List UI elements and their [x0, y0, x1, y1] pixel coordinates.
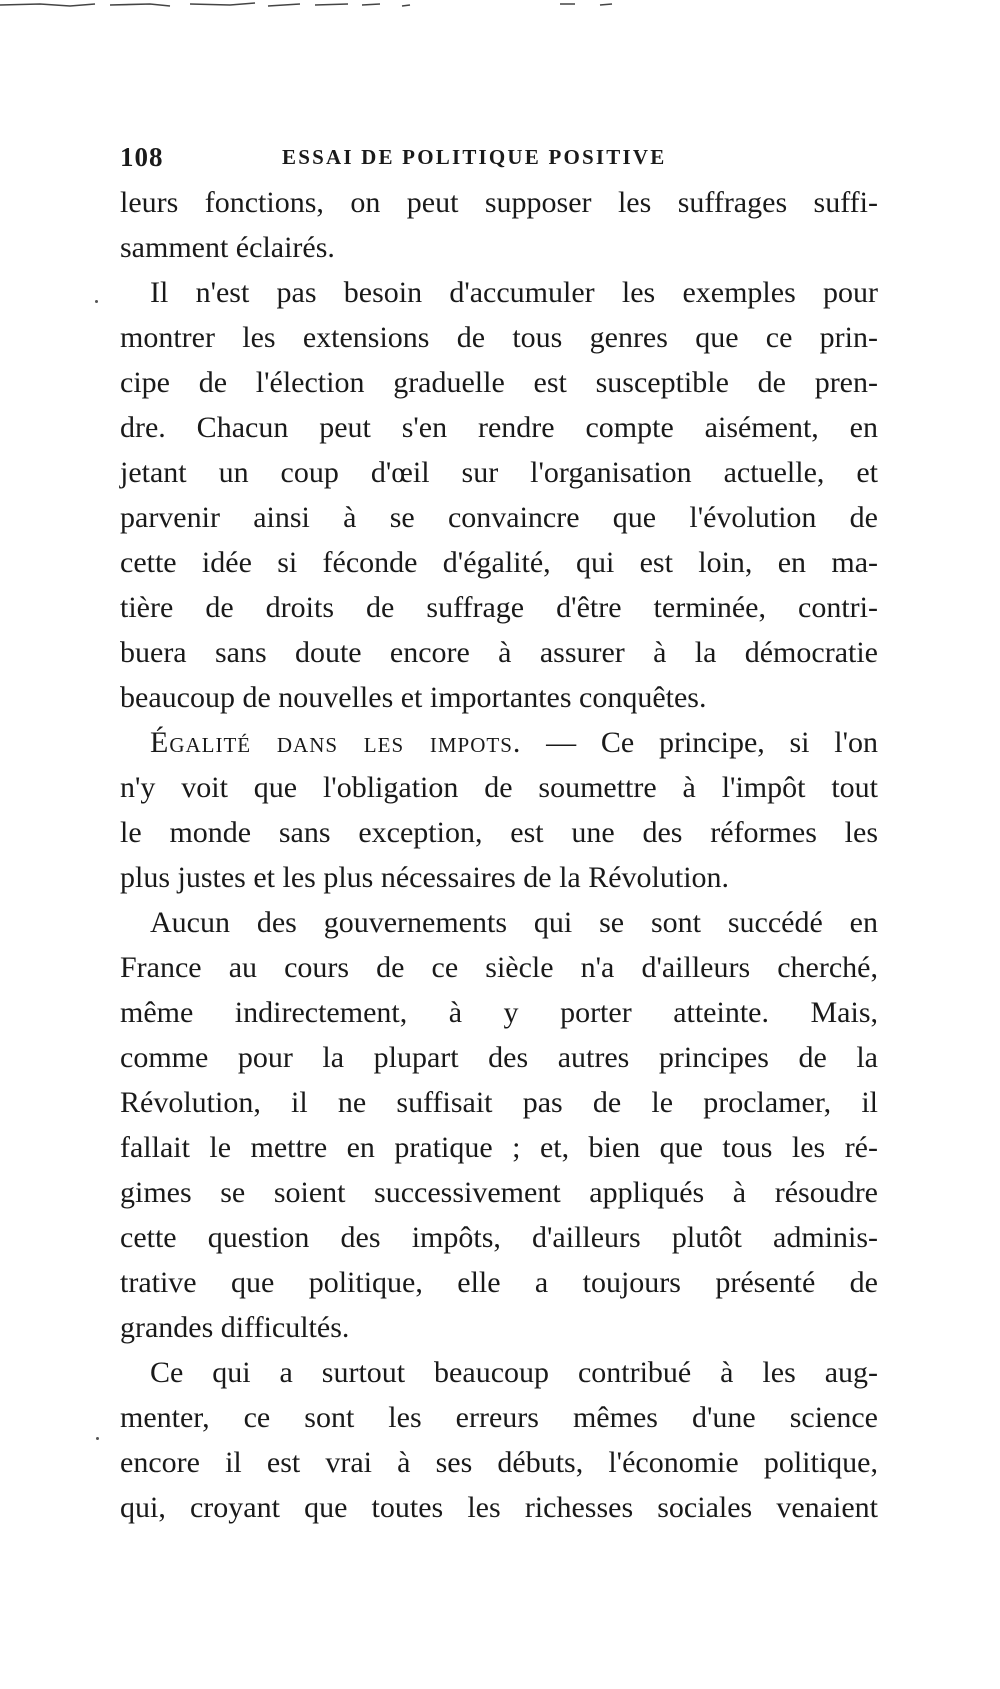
text-line-content: tière de droits de suffrage d'être terminée, contri-	[120, 591, 878, 624]
text-line	[120, 1440, 878, 1485]
text-line	[120, 1170, 878, 1215]
text-line-content: gimes se soient successivement appliqués à résoudre	[120, 1176, 878, 1209]
text-line-content: beaucoup de nouvelles et importantes conquêtes.	[120, 681, 707, 714]
text-line-content: comme pour la plupart des autres principes de la	[120, 1041, 878, 1074]
running-header	[120, 142, 880, 172]
text-line-content: le monde sans exception, est une des réformes les	[120, 816, 878, 849]
text-line-content: buera sans doute encore à assurer à la démocratie	[120, 636, 878, 669]
text-line	[120, 495, 878, 540]
text-line	[120, 180, 878, 225]
text-line-content: dre. Chacun peut s'en rendre compte aisément, en	[120, 411, 878, 444]
scan-noise-graphic	[0, 0, 620, 12]
text-line	[120, 1260, 878, 1305]
text-line-content: qui, croyant que toutes les richesses sociales venaient	[120, 1491, 878, 1524]
text-line	[120, 1350, 878, 1395]
text-line	[120, 1215, 878, 1260]
text-line	[120, 855, 878, 900]
text-line-content: Révolution, il ne suffisait pas de le proclamer, il	[120, 1086, 878, 1119]
text-line-content: Aucun des gouvernements qui se sont succédé en	[150, 906, 878, 939]
text-line-content: plus justes et les plus nécessaires de la Révolution.	[120, 861, 730, 894]
text-line	[120, 1485, 878, 1530]
text-line-content: n'y voit que l'obligation de soumettre à l'impôt tout	[120, 771, 878, 804]
text-line-content: cette idée si féconde d'égalité, qui est loin, en ma-	[120, 546, 878, 579]
text-line	[120, 270, 878, 315]
text-line	[120, 1035, 878, 1080]
text-line-content: parvenir ainsi à se convaincre que l'évolution de	[120, 501, 878, 534]
text-line	[120, 225, 878, 270]
text-line	[120, 585, 878, 630]
text-line	[120, 765, 878, 810]
text-line-content: cipe de l'élection graduelle est susceptible de pren-	[120, 366, 878, 399]
text-line	[120, 675, 878, 720]
text-line	[120, 810, 878, 855]
text-line-content: grandes difficultés.	[120, 1311, 350, 1344]
scan-artifact-top-edge	[0, 0, 620, 12]
text-line-content: montrer les extensions de tous genres que ce prin-	[120, 321, 878, 354]
text-line-content: encore il est vrai à ses débuts, l'économie politique,	[120, 1446, 878, 1479]
text-line	[120, 1305, 878, 1350]
text-line	[120, 315, 878, 360]
running-title: ESSAI DE POLITIQUE POSITIVE	[282, 145, 667, 169]
text-line	[120, 1395, 878, 1440]
text-line-content: France au cours de ce siècle n'a d'ailleurs cherché,	[120, 951, 878, 984]
text-line-content: cette question des impôts, d'ailleurs plutôt adminis-	[120, 1221, 878, 1254]
text-line	[120, 540, 878, 585]
text-line-content: Il n'est pas besoin d'accumuler les exemples pour	[150, 276, 878, 309]
text-line-content: — Ce principe, si l'on	[546, 726, 878, 759]
text-line	[120, 360, 878, 405]
text-line-content: même indirectement, à y porter atteinte. Mais,	[120, 996, 878, 1029]
body-text	[120, 180, 878, 1530]
text-line-content: Ce qui a surtout beaucoup contribué à les aug-	[150, 1356, 878, 1389]
text-line	[120, 630, 878, 675]
text-line-content: jetant un coup d'œil sur l'organisation actuelle, et	[120, 456, 878, 489]
page-number: 108	[120, 142, 164, 172]
text-line-content: menter, ce sont les erreurs mêmes d'une science	[120, 1401, 878, 1434]
text-line	[120, 1125, 878, 1170]
text-line-content: fallait le mettre en pratique ; et, bien que tous les ré-	[120, 1131, 878, 1164]
section-heading-smallcaps: Égalité dans les impots.	[150, 726, 522, 759]
scan-speck	[95, 300, 98, 303]
text-line-content: leurs fonctions, on peut supposer les suffrages suffi-	[120, 186, 878, 219]
text-line	[120, 720, 878, 765]
text-line	[120, 990, 878, 1035]
scan-speck	[96, 1437, 99, 1440]
text-line	[120, 450, 878, 495]
text-line	[120, 1080, 878, 1125]
text-line-content: trative que politique, elle a toujours présenté de	[120, 1266, 878, 1299]
text-line	[120, 945, 878, 990]
text-line	[120, 900, 878, 945]
text-line-content: samment éclairés.	[120, 231, 335, 264]
text-line	[120, 405, 878, 450]
